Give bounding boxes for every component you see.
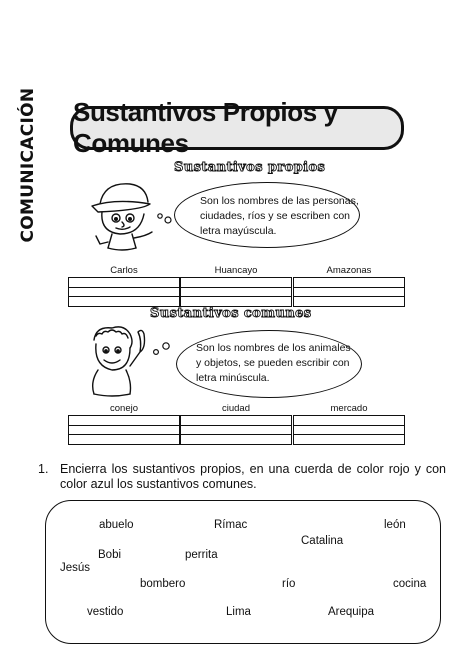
propios-definition-line-3: letra mayúscula. <box>200 225 277 237</box>
propios-definition-text <box>200 194 360 239</box>
word-item[interactable]: león <box>384 519 406 531</box>
word-item[interactable]: Arequipa <box>328 606 375 618</box>
word-item[interactable]: Catalina <box>301 535 344 547</box>
word-item[interactable]: perrita <box>185 549 218 561</box>
comunes-definition-line-1: Son los nombres de los animales <box>196 342 351 354</box>
sidebar-label: COMUNICACIÓN <box>18 87 38 243</box>
comunes-example-1: conejo <box>110 403 138 414</box>
word-item[interactable]: bombero <box>140 578 186 590</box>
writing-lines-3[interactable] <box>293 277 405 307</box>
writing-lines-4[interactable] <box>68 415 180 445</box>
word-item[interactable]: Bobi <box>98 549 122 561</box>
comunes-definition-line-3: letra minúscula. <box>196 372 270 384</box>
writing-lines-1[interactable] <box>68 277 180 307</box>
writing-lines-5[interactable] <box>180 415 292 445</box>
word-item[interactable]: Rímac <box>214 519 248 531</box>
propios-definition-line-1: Son los nombres de las personas, <box>200 195 359 207</box>
word-item[interactable]: cocina <box>393 578 427 590</box>
boy-cap-illustration <box>86 176 176 254</box>
word-item[interactable]: río <box>282 578 296 590</box>
writing-lines-2[interactable] <box>180 277 292 307</box>
propios-heading: Sustantivos propios <box>174 160 326 175</box>
comunes-example-3: mercado <box>330 403 368 414</box>
comunes-example-2: ciudad <box>222 403 250 414</box>
comunes-definition-text <box>196 341 362 386</box>
propios-example-2: Huancayo <box>214 265 258 276</box>
writing-lines-6[interactable] <box>293 415 405 445</box>
exercise-number: 1. <box>38 462 49 476</box>
propios-definition-line-2: ciudades, ríos y se escriben con <box>200 210 350 222</box>
title-banner <box>70 97 404 158</box>
comunes-definition-line-2: y objetos, se pueden escribir con <box>196 357 350 369</box>
word-item[interactable]: vestido <box>87 606 124 618</box>
propios-example-1: Carlos <box>110 265 138 276</box>
boy-waving-illustration <box>84 322 180 398</box>
page-title: Sustantivos Propios y Comunes <box>73 97 338 158</box>
exercise-text: Encierra los sustantivos propios, en una cuerda de color rojo y con color azul los sustantivos comunes. <box>60 462 446 491</box>
word-item[interactable]: Lima <box>226 606 251 618</box>
comunes-heading: Sustantivos comunes <box>150 306 312 321</box>
word-item[interactable]: Jesús <box>60 562 91 574</box>
word-item[interactable]: abuelo <box>99 519 134 531</box>
propios-example-3: Amazonas <box>326 265 372 276</box>
